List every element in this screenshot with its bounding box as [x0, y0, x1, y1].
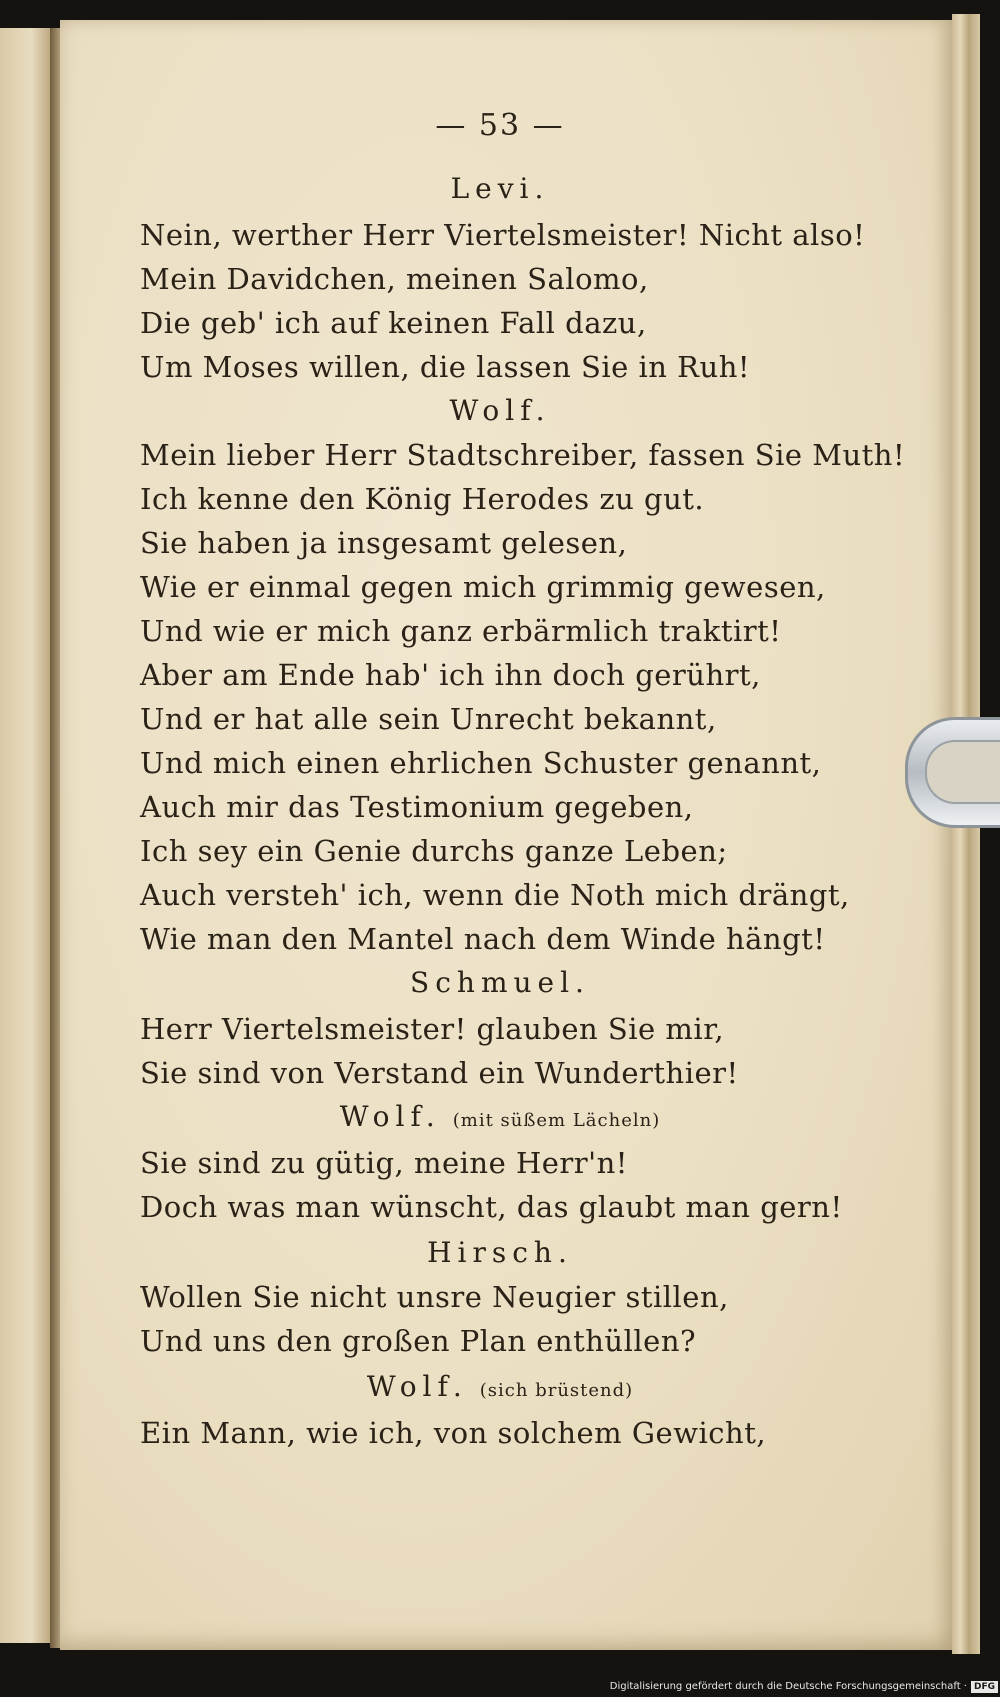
verse-line: Ich sey ein Genie durchs ganze Leben;: [140, 834, 728, 868]
verse-line: Aber am Ende hab' ich ihn doch gerührt,: [140, 658, 761, 692]
verse-line: Mein lieber Herr Stadtschreiber, fassen Sie Muth!: [140, 438, 906, 472]
speaker-name: [0, 1370, 1000, 1403]
speaker-label: Wolf.: [366, 1370, 468, 1403]
speaker-name: [0, 966, 1000, 999]
verse-line: Nein, werther Herr Viertelsmeister! Nicht also!: [140, 218, 866, 252]
verse-line: Sie sind zu gütig, meine Herr'n!: [140, 1146, 628, 1180]
verse-line: Wollen Sie nicht unsre Neugier stillen,: [140, 1280, 729, 1314]
verse-line: Sie sind von Verstand ein Wunderthier!: [140, 1056, 739, 1090]
speaker-label: Hirsch.: [427, 1236, 573, 1269]
verse-line: Doch was man wünscht, das glaubt man gern!: [140, 1190, 843, 1224]
stage-direction: (mit süßem Lächeln): [452, 1110, 661, 1131]
verse-line: Ein Mann, wie ich, von solchem Gewicht,: [140, 1416, 767, 1450]
page-stack-edge: [952, 14, 980, 1654]
speaker-label: Wolf.: [339, 1100, 441, 1133]
verse-line: Wie man den Mantel nach dem Winde hängt!: [140, 922, 826, 956]
verse-line: Auch mir das Testimonium gegeben,: [140, 790, 694, 824]
verse-line: Wie er einmal gegen mich grimmig gewesen,: [140, 570, 826, 604]
speaker-name: [0, 172, 1000, 205]
verse-line: Und uns den großen Plan enthüllen?: [140, 1324, 697, 1358]
verse-line: Mein Davidchen, meinen Salomo,: [140, 262, 649, 296]
speaker-name: [0, 1100, 1000, 1133]
speaker-name: [0, 1236, 1000, 1269]
verse-line: Und mich einen ehrlichen Schuster genannt,: [140, 746, 822, 780]
stage-direction: (sich brüstend): [479, 1380, 634, 1401]
verse-line: Und wie er mich ganz erbärmlich traktirt!: [140, 614, 782, 648]
credit-text: Digitalisierung gefördert durch die Deutsche Forschungsgemeinschaft ·: [609, 1681, 967, 1692]
paper-clip-inner: [925, 740, 1000, 804]
verse-line: Auch versteh' ich, wenn die Noth mich drängt,: [140, 878, 850, 912]
verse-line: Ich kenne den König Herodes zu gut.: [140, 482, 705, 516]
verse-line: Sie haben ja insgesamt gelesen,: [140, 526, 628, 560]
digitization-credit: [606, 1678, 998, 1696]
dfg-logo: DFG: [971, 1681, 998, 1693]
verse-line: Um Moses willen, die lassen Sie in Ruh!: [140, 350, 751, 384]
verse-line: Die geb' ich auf keinen Fall dazu,: [140, 306, 647, 340]
speaker-label: Wolf.: [449, 394, 551, 427]
speaker-label: Levi.: [450, 172, 550, 205]
speaker-label: Schmuel.: [410, 966, 590, 999]
verse-line: Und er hat alle sein Unrecht bekannt,: [140, 702, 717, 736]
verse-line: Herr Viertelsmeister! glauben Sie mir,: [140, 1012, 725, 1046]
speaker-name: [0, 394, 1000, 427]
page-number: — 53 —: [435, 108, 565, 143]
